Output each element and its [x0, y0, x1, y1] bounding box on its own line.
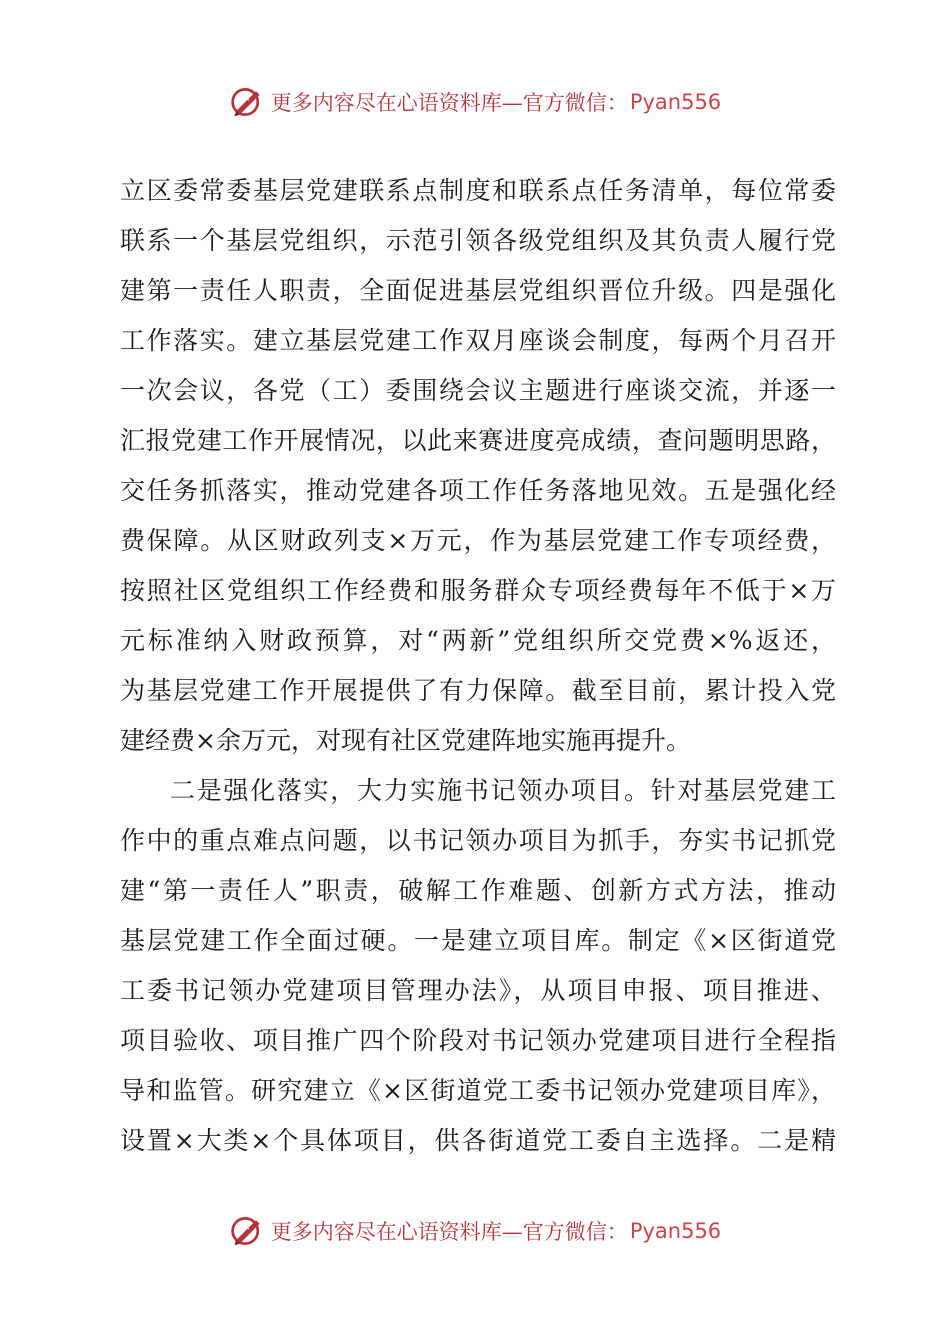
text-line: 建经费×余万元，对现有社区党建阵地实施再提升。: [120, 726, 691, 755]
header-watermark: [0, 82, 950, 122]
pen-logo-icon: [229, 1213, 265, 1249]
watermark-text: 更多内容尽在心语资料库—官方微信：: [270, 1220, 628, 1244]
text-line: 元标准纳入财政预算，对“两新”党组织所交党费×%返还，: [120, 626, 836, 655]
text-line: 作中的重点难点问题，以书记领办项目为抓手，夯实书记抓党: [120, 826, 836, 855]
pen-logo-icon: [229, 84, 265, 120]
watermark-code: Pyan556: [629, 90, 722, 114]
text-line: 建“第一责任人”职责，破解工作难题、创新方式方法，推动: [120, 876, 836, 905]
text-line: 项目验收、项目推广四个阶段对书记领办党建项目进行全程指: [120, 1026, 836, 1055]
text-line: 工委书记领办党建项目管理办法》，从项目申报、项目推进、: [120, 976, 836, 1005]
document-body: [120, 166, 836, 1166]
text-line: 工作落实。建立基层党建工作双月座谈会制度，每两个月召开: [120, 326, 836, 355]
text-line: 汇报党建工作开展情况，以此来赛进度亮成绩，查问题明思路，: [120, 426, 836, 455]
footer-watermark: [0, 1211, 950, 1251]
text-line: 按照社区党组织工作经费和服务群众专项经费每年不低于×万: [120, 576, 836, 605]
text-line: 导和监管。研究建立《×区街道党工委书记领办党建项目库》，: [120, 1076, 836, 1105]
paragraph-first-line: 二是强化落实，大力实施书记领办项目。针对基层党建工: [170, 776, 836, 805]
text-line: 为基层党建工作开展提供了有力保障。截至目前，累计投入党: [120, 676, 836, 705]
text-line: 基层党建工作全面过硬。一是建立项目库。制定《×区街道党: [120, 926, 836, 955]
watermark-text: 更多内容尽在心语资料库—官方微信：: [270, 91, 628, 115]
text-line: 交任务抓落实，推动党建各项工作任务落地见效。五是强化经: [120, 476, 836, 505]
text-line: 费保障。从区财政列支×万元，作为基层党建工作专项经费，: [120, 526, 836, 555]
text-line: 建第一责任人职责，全面促进基层党组织晋位升级。四是强化: [120, 276, 836, 305]
watermark-code: Pyan556: [629, 1219, 722, 1243]
text-line: 一次会议，各党（工）委围绕会议主题进行座谈交流，并逐一: [120, 376, 836, 405]
text-line: 设置×大类×个具体项目，供各街道党工委自主选择。二是精: [120, 1126, 836, 1155]
text-line: 联系一个基层党组织，示范引领各级党组织及其负责人履行党: [120, 226, 836, 255]
text-line: 立区委常委基层党建联系点制度和联系点任务清单，每位常委: [120, 176, 836, 205]
